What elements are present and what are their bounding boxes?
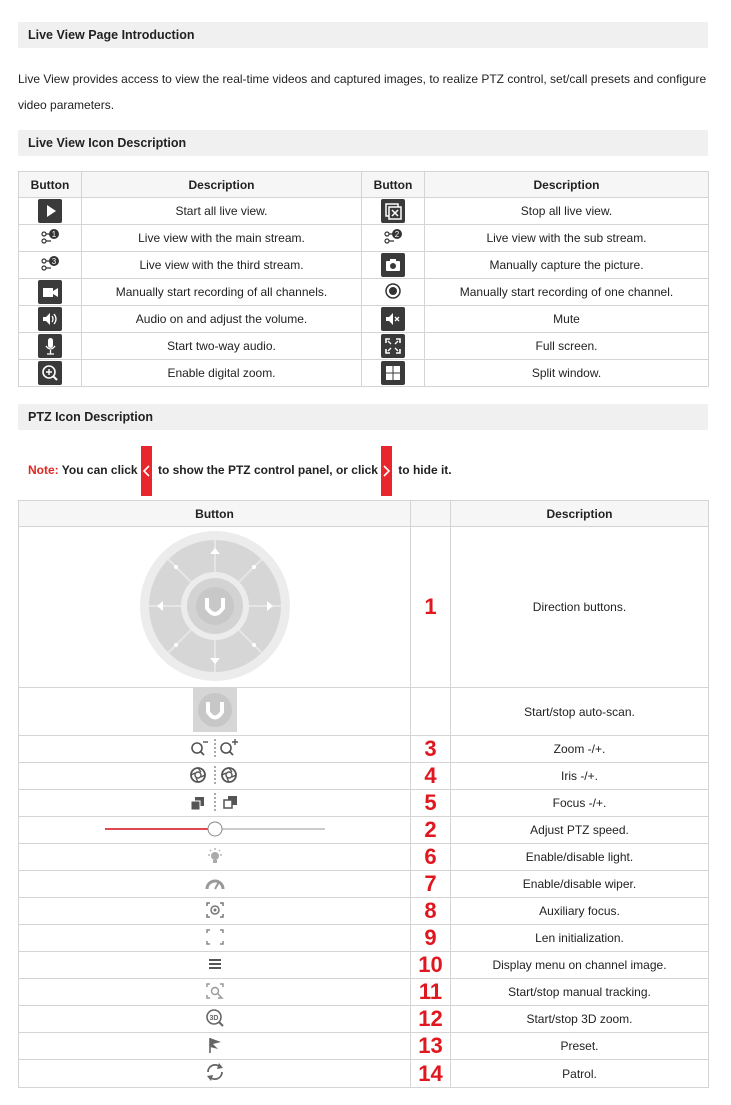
table-row xyxy=(19,198,709,225)
section-heading-ptz: PTZ Icon Description xyxy=(18,404,708,430)
ptz-number: 3 xyxy=(411,736,451,763)
ptz-number: 10 xyxy=(411,952,451,979)
row-description: Audio on and adjust the volume. xyxy=(82,306,362,333)
note-text-2: to show the PTZ control panel, or click xyxy=(154,463,378,477)
row-description: Start two-way audio. xyxy=(82,333,362,360)
ptz-description: Preset. xyxy=(451,1033,709,1060)
ptz-description: Adjust PTZ speed. xyxy=(451,817,709,844)
intro-line-1: Live View provides access to view the real-time videos and captured images, to realize PTZ control, set/call presets and configure xyxy=(18,72,707,86)
svg-text:3D: 3D xyxy=(209,1014,218,1022)
ptz-description: Patrol. xyxy=(451,1060,709,1088)
table-row xyxy=(19,527,709,688)
zoom-3d-icon[interactable] xyxy=(204,1008,226,1031)
table-row xyxy=(19,360,709,387)
hide-ptz-tab-icon[interactable] xyxy=(381,446,392,496)
ptz-description: Focus -/+. xyxy=(451,790,709,817)
table-row xyxy=(19,844,709,871)
wiper-icon[interactable] xyxy=(204,873,226,896)
table-row xyxy=(19,736,709,763)
row-description: Live view with the sub stream. xyxy=(425,225,709,252)
intro-line-2: video parameters. xyxy=(18,98,115,112)
volume-icon xyxy=(38,307,62,331)
table-row xyxy=(19,688,709,736)
table-row xyxy=(19,333,709,360)
ptz-description: Len initialization. xyxy=(451,925,709,952)
ptz-header-description: Description xyxy=(451,501,709,527)
table-row xyxy=(19,817,709,844)
row-description: Manually start recording of one channel. xyxy=(425,279,709,306)
note-text-3: to hide it. xyxy=(394,463,452,477)
ptz-description: Auxiliary focus. xyxy=(451,898,709,925)
stop-all-icon xyxy=(381,199,405,223)
header-button: Button xyxy=(19,172,82,198)
patrol-icon[interactable] xyxy=(204,1062,226,1085)
row-description: Stop all live view. xyxy=(425,198,709,225)
ptz-description: Start/stop manual tracking. xyxy=(451,979,709,1006)
table-row xyxy=(19,790,709,817)
ptz-number: 11 xyxy=(411,979,451,1006)
play-icon xyxy=(38,199,62,223)
ptz-icon-table xyxy=(18,500,709,1088)
ptz-description: Enable/disable wiper. xyxy=(451,871,709,898)
preset-flag-icon[interactable] xyxy=(204,1035,226,1058)
speed-slider-icon[interactable] xyxy=(103,819,327,842)
row-description: Manually capture the picture. xyxy=(425,252,709,279)
svg-text:2: 2 xyxy=(394,229,400,239)
ptz-number: 12 xyxy=(411,1006,451,1033)
table-row xyxy=(19,1006,709,1033)
ptz-number: 2 xyxy=(411,817,451,844)
ptz-note xyxy=(28,444,452,496)
ptz-description: Start/stop 3D zoom. xyxy=(451,1006,709,1033)
row-description: Start all live view. xyxy=(82,198,362,225)
table-row xyxy=(19,279,709,306)
row-description: Split window. xyxy=(425,360,709,387)
aux-focus-icon[interactable] xyxy=(204,900,226,923)
intro-paragraph xyxy=(18,66,718,118)
row-description: Live view with the third stream. xyxy=(82,252,362,279)
ptz-header-number xyxy=(411,501,451,527)
table-row xyxy=(19,1060,709,1088)
zoom-icon[interactable] xyxy=(188,738,242,761)
show-ptz-tab-icon[interactable] xyxy=(141,446,152,496)
live-view-icon-table xyxy=(18,171,709,387)
fullscreen-icon xyxy=(381,334,405,358)
camera-icon xyxy=(381,253,405,277)
icon-table-header xyxy=(19,172,709,198)
mute-icon xyxy=(381,307,405,331)
ptz-description: Zoom -/+. xyxy=(451,736,709,763)
table-row xyxy=(19,225,709,252)
row-description: Live view with the main stream. xyxy=(82,225,362,252)
ptz-description: Display menu on channel image. xyxy=(451,952,709,979)
row-description: Enable digital zoom. xyxy=(82,360,362,387)
row-description: Manually start recording of all channels. xyxy=(82,279,362,306)
ptz-description: Start/stop auto-scan. xyxy=(451,688,709,736)
ptz-number: 14 xyxy=(411,1060,451,1088)
ptz-number: 6 xyxy=(411,844,451,871)
svg-text:1: 1 xyxy=(51,229,57,239)
ptz-number: 13 xyxy=(411,1033,451,1060)
ptz-number: 1 xyxy=(411,527,451,688)
table-row xyxy=(19,952,709,979)
table-row xyxy=(19,979,709,1006)
light-icon[interactable] xyxy=(204,846,226,869)
ptz-number: 8 xyxy=(411,898,451,925)
header-description: Description xyxy=(82,172,362,198)
direction-pad-icon[interactable] xyxy=(139,530,291,685)
svg-text:3: 3 xyxy=(51,256,57,266)
auto-scan-icon[interactable] xyxy=(192,688,238,735)
table-row xyxy=(19,1033,709,1060)
table-row xyxy=(19,306,709,333)
ptz-number: 9 xyxy=(411,925,451,952)
microphone-icon xyxy=(38,334,62,358)
ptz-description: Enable/disable light. xyxy=(451,844,709,871)
table-row xyxy=(19,925,709,952)
note-text-1: You can click xyxy=(58,463,138,477)
header-description-2: Description xyxy=(425,172,709,198)
table-row xyxy=(19,252,709,279)
iris-icon[interactable] xyxy=(188,765,242,788)
third-stream-icon xyxy=(39,254,61,277)
ptz-description: Iris -/+. xyxy=(451,763,709,790)
menu-icon[interactable] xyxy=(204,954,226,977)
sub-stream-icon xyxy=(382,227,404,250)
split-window-icon xyxy=(381,361,405,385)
ptz-header-button: Button xyxy=(19,501,411,527)
note-label: Note: xyxy=(28,463,59,477)
table-row xyxy=(19,898,709,925)
video-record-icon xyxy=(38,280,62,304)
speed-slider-knob[interactable] xyxy=(208,822,222,836)
row-description: Full screen. xyxy=(425,333,709,360)
ptz-number: 7 xyxy=(411,871,451,898)
ptz-number: 5 xyxy=(411,790,451,817)
table-row xyxy=(19,763,709,790)
table-row xyxy=(19,871,709,898)
ptz-description: Direction buttons. xyxy=(451,527,709,688)
row-description: Mute xyxy=(425,306,709,333)
ptz-number xyxy=(411,688,451,736)
main-stream-icon xyxy=(39,227,61,250)
section-heading-icons: Live View Icon Description xyxy=(18,130,708,156)
lens-init-icon[interactable] xyxy=(204,927,226,950)
manual-tracking-icon[interactable] xyxy=(204,981,226,1004)
record-dot-icon xyxy=(384,282,402,303)
focus-icon[interactable] xyxy=(188,792,242,815)
ptz-table-header xyxy=(19,501,709,527)
section-heading-intro: Live View Page Introduction xyxy=(18,22,708,48)
header-button-2: Button xyxy=(362,172,425,198)
digital-zoom-icon xyxy=(38,361,62,385)
ptz-number: 4 xyxy=(411,763,451,790)
